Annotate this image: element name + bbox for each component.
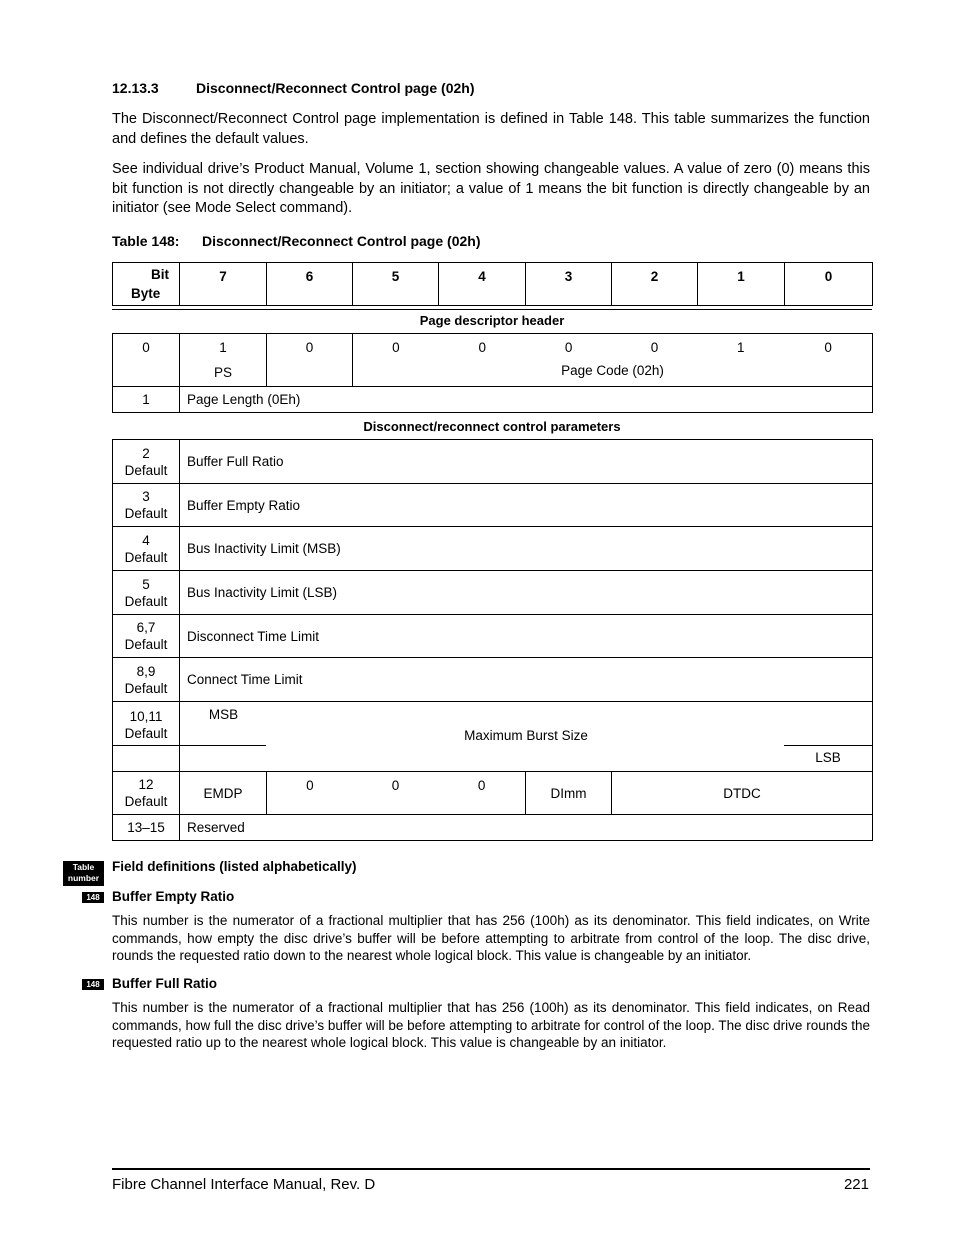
param-label: Bus Inactivity Limit (MSB) — [180, 527, 873, 571]
param-label: Disconnect Time Limit — [180, 615, 873, 658]
bit-header-6: 6 — [267, 263, 353, 306]
default-label: Default — [124, 794, 168, 809]
max-burst-size-cell — [180, 702, 873, 772]
table-number-badge — [63, 861, 104, 886]
byte-number: 8,9 — [136, 663, 156, 679]
table-row — [113, 702, 873, 772]
bit-header-table — [112, 262, 873, 306]
bit-label: Bit — [151, 267, 169, 282]
field-title-buffer-empty-ratio: Buffer Empty Ratio — [112, 889, 235, 904]
bit1-value: 1 — [737, 340, 745, 355]
table-ref-badge: 148 — [82, 979, 104, 990]
table-caption-title: Disconnect/Reconnect Control page (02h) — [202, 233, 481, 249]
default-label: Default — [124, 549, 168, 565]
bit3-value: 0 — [564, 340, 573, 355]
byte-cell — [113, 772, 180, 815]
table-row — [113, 658, 873, 702]
bit5-value: 0 — [392, 340, 400, 355]
bit-header-2: 2 — [612, 263, 698, 306]
byte-number: 2 — [142, 445, 150, 461]
default-label: Default — [124, 726, 168, 741]
bit-header-5: 5 — [353, 263, 439, 306]
parameters-table — [112, 439, 873, 841]
section-heading — [112, 80, 474, 96]
ps-bit-value: 1 — [219, 340, 227, 355]
bit0-value: 0 — [824, 340, 832, 355]
header-double-rule — [112, 309, 872, 310]
field-text-buffer-full-ratio: This number is the numerator of a fractional multiplier that has 256 (100h) as its denominator. This field indicates, on Read commands, how full the disc drive’s buffer will be before attempting to arbitrate for control of the loop. The disc drive rounds the requested ratio up to the nearest whole logical block. This value is changeable by an initiator. — [112, 1000, 870, 1050]
table-row — [113, 772, 873, 815]
reserved-label: Reserved — [180, 815, 873, 841]
byte-cell: 13–15 — [113, 815, 180, 841]
table-row — [113, 484, 873, 527]
msb-underline — [179, 745, 266, 746]
lsb-overline — [784, 745, 872, 746]
table-row — [113, 527, 873, 571]
byte-cell — [113, 658, 180, 702]
default-label: Default — [124, 506, 168, 521]
byte-0-cell: 0 — [113, 334, 180, 387]
field-title-buffer-full-ratio: Buffer Full Ratio — [112, 976, 217, 991]
byte-number: 10,11 — [129, 709, 163, 724]
bit-header-1: 1 — [698, 263, 785, 306]
byte-cell — [113, 571, 180, 615]
bit5-zero: 0 — [391, 778, 400, 793]
bit4-value: 0 — [478, 340, 487, 355]
bit4-zero: 0 — [477, 778, 486, 793]
field-text-buffer-empty-ratio: This number is the numerator of a fractional multiplier that has 256 (100h) as its denominator. This field indicates, on Write commands, how empty the disc drive’s buffer will be before attempting to arbitrate from control of the loop. The disc drive, rounds the requested ratio down to the nearest whole logical block. This value is changeable by an initiator. — [112, 913, 870, 963]
ps-cell — [180, 334, 267, 387]
default-label: Default — [124, 593, 168, 609]
page-number: 221 — [843, 1176, 869, 1193]
dtdc-cell: DTDC — [612, 772, 873, 815]
byte-cell — [113, 440, 180, 484]
section-number: 12.13.3 — [112, 80, 159, 96]
field-definitions-heading: Field definitions (listed alphabetically) — [112, 859, 357, 874]
bit-header-4: 4 — [439, 263, 526, 306]
bit-header-7: 7 — [180, 263, 267, 306]
page-code-cell — [353, 334, 873, 387]
param-label: Connect Time Limit — [180, 658, 873, 702]
max-burst-size-label: Maximum Burst Size — [464, 728, 588, 743]
page-length-label: Page Length (0Eh) — [180, 387, 873, 413]
table-row — [113, 615, 873, 658]
intro-paragraph: The Disconnect/Reconnect Control page implementation is defined in Table 148. This table summarizes the function and defines the default values. — [112, 111, 870, 147]
msb-label: MSB — [208, 707, 239, 722]
byte-divider-line — [112, 745, 179, 746]
badge-line-1: Table — [72, 862, 95, 872]
emdp-cell: EMDP — [180, 772, 267, 815]
footer-title: Fibre Channel Interface Manual, Rev. D — [112, 1176, 376, 1193]
lsb-label: LSB — [815, 750, 841, 765]
bit6-zero: 0 — [306, 778, 314, 793]
default-label: Default — [124, 462, 168, 478]
byte-cell — [113, 527, 180, 571]
dimm-cell: DImm — [526, 772, 612, 815]
table-ref-badge: 148 — [82, 892, 104, 903]
table-row — [113, 815, 873, 841]
bit2-value: 0 — [650, 340, 659, 355]
page-code-label: Page Code (02h) — [561, 363, 664, 378]
section-title: Disconnect/Reconnect Control page (02h) — [196, 80, 475, 96]
default-label: Default — [124, 637, 168, 652]
bit-byte-header-cell — [113, 263, 180, 306]
byte-number: 3 — [142, 489, 150, 504]
byte-cell — [113, 484, 180, 527]
byte-1-cell: 1 — [113, 387, 180, 413]
param-label: Bus Inactivity Limit (LSB) — [180, 571, 873, 615]
byte-cell — [113, 702, 180, 772]
byte-number: 4 — [142, 532, 150, 548]
table-row — [113, 571, 873, 615]
bit-header-0: 0 — [785, 263, 873, 306]
default-label: Default — [124, 680, 168, 696]
byte-number: 6,7 — [136, 620, 156, 635]
table-row — [113, 440, 873, 484]
control-parameters-title: Disconnect/reconnect control parameters — [363, 419, 621, 434]
page-descriptor-table — [112, 333, 873, 413]
table-caption-number: Table 148: — [112, 233, 180, 249]
bit6-value: 0 — [267, 334, 353, 387]
zeros-cell — [267, 772, 526, 815]
byte-number: 12 — [138, 777, 154, 792]
changeable-values-paragraph: See individual drive’s Product Manual, Volume 1, section showing changeable values. A value of zero (0) means this bit function is not directly changeable by an initiator; a value of 1 means the bit function is directly changeable by an initiator (see Mode Select command). — [112, 161, 870, 216]
bit-header-3: 3 — [526, 263, 612, 306]
table-caption — [112, 233, 480, 249]
byte-cell — [113, 615, 180, 658]
param-label: Buffer Empty Ratio — [180, 484, 873, 527]
page-descriptor-header-title: Page descriptor header — [419, 313, 565, 328]
footer-rule — [112, 1168, 870, 1170]
byte-number: 5 — [142, 576, 150, 592]
badge-line-2: number — [67, 873, 100, 883]
byte-label: Byte — [131, 286, 161, 301]
ps-label: PS — [213, 365, 232, 380]
param-label: Buffer Full Ratio — [180, 440, 873, 484]
